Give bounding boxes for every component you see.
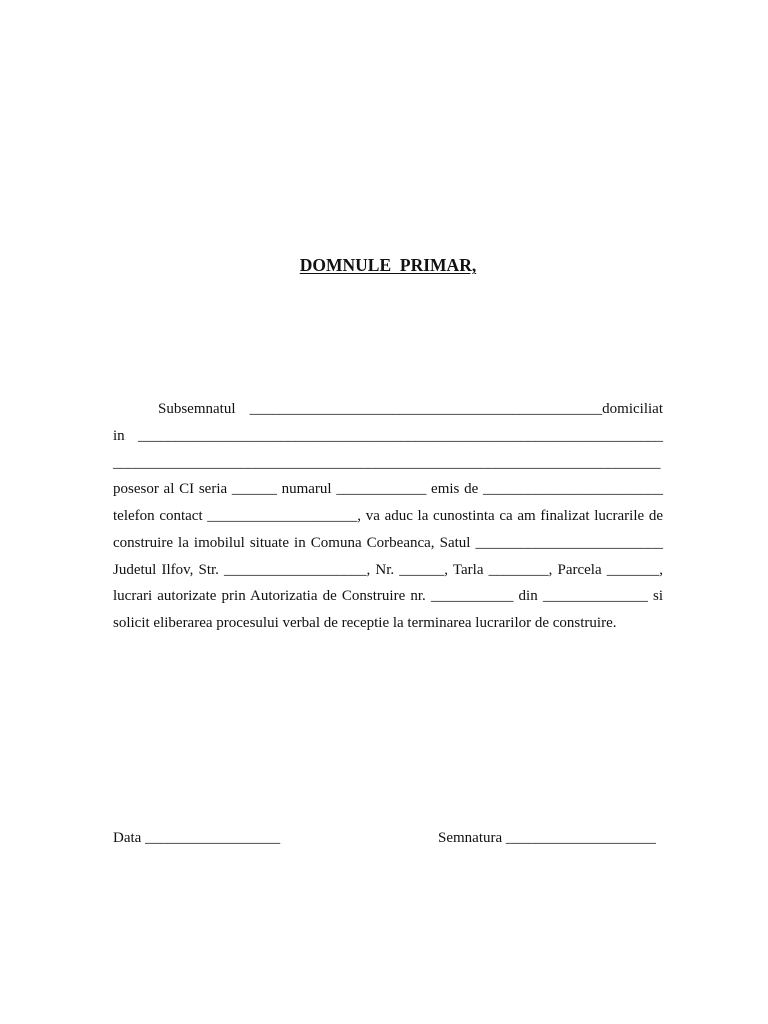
body-line-1: Subsemnatul _______________________________________________domiciliat [158, 401, 663, 417]
date-field: Data __________________ [113, 830, 281, 846]
page-title: DOMNULE PRIMAR, [299, 255, 477, 275]
body-line-8: lucrari autorizate prin Autorizatia de Construire nr. ___________ din ______________ si [113, 588, 663, 605]
request-body [113, 396, 663, 637]
body-line-9: solicit eliberarea procesului verbal de receptie la terminarea lucrarilor de construire. [113, 615, 617, 631]
body-line-5: telefon contact ____________________, va aduc la cunostinta ca am finalizat lucrarile de [113, 508, 663, 524]
body-line-3: _________________________________________________________________________ [113, 454, 661, 471]
body-line-4: posesor al CI seria ______ numarul ____________ emis de ________________________ [113, 481, 663, 498]
body-line-7: Judetul Ilfov, Str. ___________________, Nr. ______, Tarla ________, Parcela _______, [113, 561, 663, 578]
body-line-6: construire la imobilul situate in Comuna Corbeanca, Satul _________________________ [113, 534, 663, 551]
body-line-2: in ______________________________________________________________________ [113, 427, 663, 444]
signature-field: Semnatura ____________________ [438, 830, 656, 846]
